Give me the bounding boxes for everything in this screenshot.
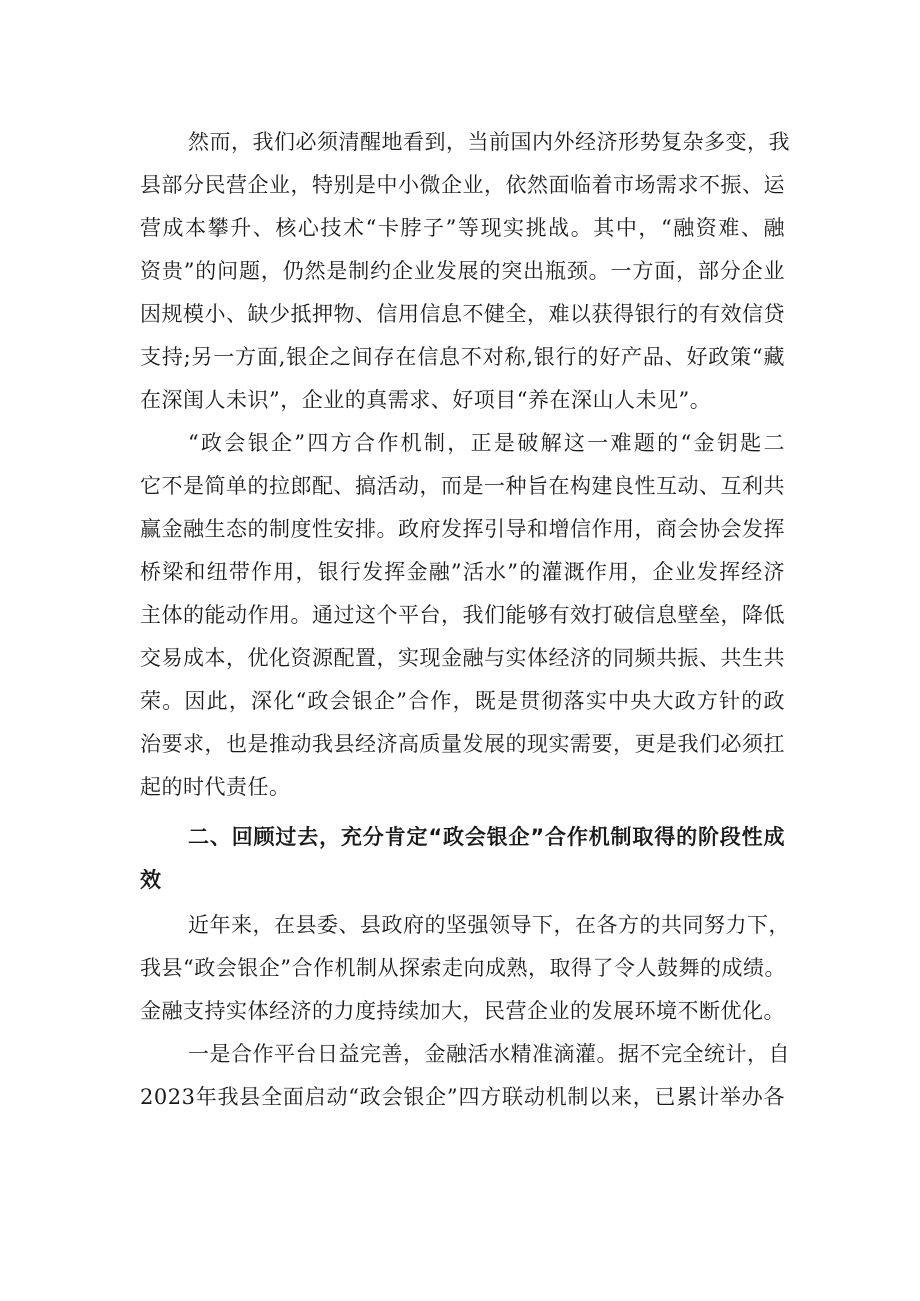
text-line: 2023年我县全面启动“政会银企”四方联动机制以来，已累计举办各 <box>140 1085 785 1109</box>
text-line: 赢金融生态的制度性安排。政府发挥引导和增信作用，商会协会发挥 <box>140 517 785 541</box>
text-line: 支持;另一方面,银企之间存在信息不对称,银行的好产品、好政策“藏 <box>140 345 785 369</box>
text-line: 营成本攀升、核心技术“卡脖子”等现实挑战。其中，“融资难、融 <box>140 216 785 240</box>
text-line: 它不是简单的拉郎配、搞活动，而是一种旨在构建良性互动、互利共 <box>140 474 785 498</box>
text-line: 我县“政会银企”合作机制从探索走向成熟，取得了令人鼓舞的成绩。 <box>140 956 786 980</box>
text-line: 荣。因此，深化“政会银企”合作，既是贯彻落实中央大政方针的政 <box>140 689 785 713</box>
text-line: 一是合作平台日益完善，金融活水精准滴灌。据不完全统计，自 <box>188 1042 790 1066</box>
text-line: 在深闺人未识”，企业的真需求、好项目“养在深山人未见”。 <box>140 388 712 412</box>
text-line: 治要求，也是推动我县经济高质量发展的现实需要，更是我们必须扛 <box>140 732 785 756</box>
heading-line: 二、回顾过去，充分肯定“政会银企”合作机制取得的阶段性成 <box>188 825 785 849</box>
text-line: “政会银企”四方合作机制，正是破解这一难题的“金钥匙二 <box>188 431 785 455</box>
text-line: 资贵”的问题，仍然是制约企业发展的突出瓶颈。一方面，部分企业 <box>140 259 785 283</box>
text-line: 近年来，在县委、县政府的坚强领导下，在各方的共同努力下， <box>188 913 790 937</box>
text-line: 县部分民营企业，特别是中小微企业，依然面临着市场需求不振、运 <box>140 173 785 197</box>
text-line: 桥梁和纽带作用，银行发挥金融”活水”的灌溉作用，企业发挥经济 <box>140 560 785 584</box>
text-line: 交易成本，优化资源配置，实现金融与实体经济的同频共振、共生共 <box>140 646 785 670</box>
text-line: 起的时代责任。 <box>140 775 291 799</box>
text-line: 主体的能动作用。通过这个平台，我们能够有效打破信息壁垒，降低 <box>140 603 785 627</box>
heading-line: 效 <box>140 868 162 892</box>
text-line: 然而，我们必须清醒地看到，当前国内外经济形势复杂多变，我 <box>188 130 790 154</box>
text-line: 金融支持实体经济的力度持续加大，民营企业的发展环境不断优化。 <box>140 999 785 1023</box>
text-line: 因规模小、缺少抵押物、信用信息不健全，难以获得银行的有效信贷 <box>140 302 785 326</box>
